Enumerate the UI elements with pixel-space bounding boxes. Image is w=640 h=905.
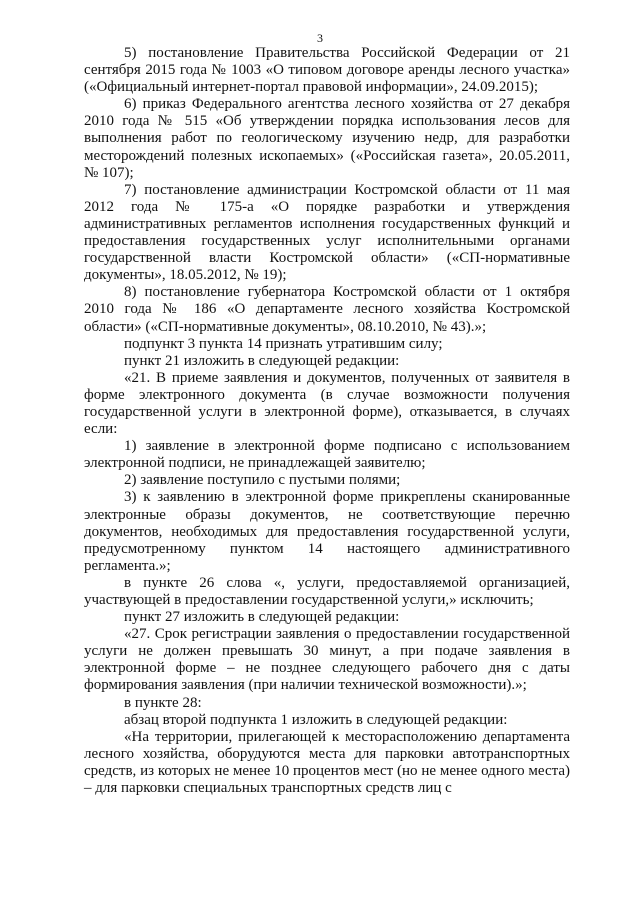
- paragraph-point-27-intro: пункт 27 изложить в следующей редакции:: [124, 609, 400, 626]
- paragraph-point-21-text: «21. В приеме заявления и документов, полученных от заявителя в форме электронного документа (в случае возможности получения государственной услуги в электронной форме), отказывается, в случаях если:: [84, 369, 570, 438]
- paragraph-point-28-text: «На территории, прилегающей к месторасположению департамента лесного хозяйства, оборудуются места для парковки автотранспортных средств, из которых не менее 10 процентов мест (но не менее одного места) – для парковки специальных транспортных средств лиц с: [84, 728, 570, 797]
- page-number: 3: [317, 31, 323, 45]
- paragraph-item-5: 5) постановление Правительства Российской Федерации от 21 сентября 2015 года № 1003 «О типовом договоре аренды лесного участка» («Официальный интернет-портал правовой информации», 24.09.2015);: [84, 45, 570, 96]
- paragraph-item-7: 7) постановление администрации Костромской области от 11 мая 2012 года № 175-а «О порядке разработки и утверждения административных регламентов исполнения государственных функций и предоставления государственных услуг исполнительными органами государственной власти Костромской области» («СП-нормативные документы», 18.05.2012, № 19);: [84, 181, 570, 284]
- paragraph-point-28-subpoint: абзац второй подпункта 1 изложить в следующей редакции:: [124, 711, 508, 728]
- paragraph-refusal-2: 2) заявление поступило с пустыми полями;: [124, 472, 401, 489]
- paragraph-point-28-intro: в пункте 28:: [124, 694, 202, 711]
- paragraph-item-8: 8) постановление губернатора Костромской области от 1 октября 2010 года № 186 «О департаменте лесного хозяйства Костромской области» («СП-нормативные документы», 08.10.2010, № 43).»;: [84, 284, 570, 335]
- paragraph-point-26: в пункте 26 слова «, услуги, предоставляемой организацией, участвующей в предоставлении государственной услуги,» исключить;: [84, 574, 570, 608]
- paragraph-subpoint-3-repeal: подпункт 3 пункта 14 признать утратившим силу;: [124, 335, 443, 352]
- paragraph-refusal-3: 3) к заявлению в электронной форме прикреплены сканированные электронные образы документов, не соответствующие перечню документов, необходимых для предоставления государственной услуги, предусмотренному пунктом 14 настоящего административного регламента.»;: [84, 489, 570, 574]
- paragraph-point-21-intro: пункт 21 изложить в следующей редакции:: [124, 352, 400, 369]
- paragraph-refusal-1: 1) заявление в электронной форме подписано с использованием электронной подписи, не принадлежащей заявителю;: [84, 438, 570, 472]
- paragraph-point-27-text: «27. Срок регистрации заявления о предоставлении государственной услуги не должен превышать 30 минут, а при подаче заявления в электронной форме – не позднее следующего рабочего дня с даты формирования заявления (при наличии технической возможности).»;: [84, 626, 570, 694]
- paragraph-item-6: 6) приказ Федерального агентства лесного хозяйства от 27 декабря 2010 года № 515 «Об утверждении порядка использования лесов для выполнения работ по геологическому изучению недр, для разработки месторождений полезных ископаемых» («Российская газета», 20.05.2011, № 107);: [84, 96, 570, 181]
- document-body: [84, 45, 570, 797]
